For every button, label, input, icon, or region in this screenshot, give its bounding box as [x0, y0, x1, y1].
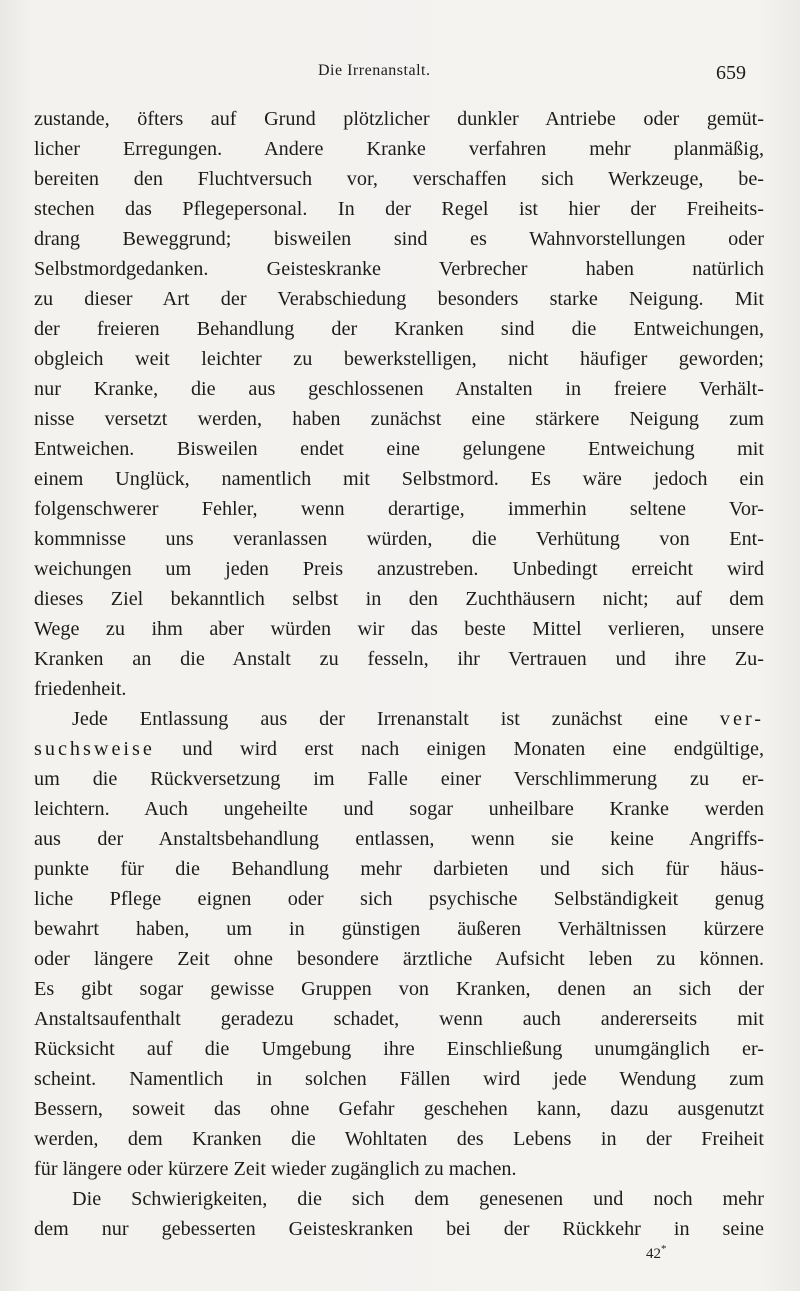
- text-line: dem nur gebesserten Geisteskranken bei der Rückkehr in seine: [34, 1218, 764, 1240]
- text-span: Jede Entlassung aus der Irrenanstalt ist zunächst eine: [72, 708, 688, 730]
- text-line: für längere oder kürzere Zeit wieder zugänglich zu machen.: [34, 1158, 517, 1180]
- paragraph-start-line: Die Schwierigkeiten, die sich dem genesenen und noch mehr: [72, 1188, 764, 1210]
- text-line: bereiten den Fluchtversuch vor, verschaffen sich Werkzeuge, be-: [34, 168, 764, 190]
- page-number: 659: [716, 62, 746, 84]
- text-line: werden, dem Kranken die Wohltaten des Lebens in der Freiheit: [34, 1128, 764, 1150]
- running-title: Die Irrenanstalt.: [318, 62, 431, 79]
- text-line: nur Kranke, die aus geschlossenen Anstalten in freiere Verhält-: [34, 378, 764, 400]
- text-line: aus der Anstaltsbehandlung entlassen, wenn sie keine Angriffs-: [34, 828, 764, 850]
- text-line: einem Unglück, namentlich mit Selbstmord. Es wäre jedoch ein: [34, 468, 764, 490]
- signature-number: 42: [646, 1246, 661, 1262]
- text-line: liche Pflege eignen oder sich psychische Selbständigkeit genug: [34, 888, 764, 910]
- text-line: Wege zu ihm aber würden wir das beste Mittel verlieren, unsere: [34, 618, 764, 640]
- text-span: und wird erst nach einigen Monaten eine endgültige,: [182, 738, 765, 760]
- text-line: scheint. Namentlich in solchen Fällen wird jede Wendung zum: [34, 1068, 764, 1090]
- text-line: folgenschwerer Fehler, wenn derartige, immerhin seltene Vor-: [34, 498, 764, 520]
- text-line: Anstaltsaufenthalt geradezu schadet, wenn auch andererseits mit: [34, 1008, 764, 1030]
- text-line: Es gibt sogar gewisse Gruppen von Kranken, denen an sich der: [34, 978, 764, 1000]
- signature-asterisk: *: [661, 1243, 667, 1255]
- text-line: Selbstmordgedanken. Geisteskranke Verbrecher haben natürlich: [34, 258, 764, 280]
- text-line: punkte für die Behandlung mehr darbieten und sich für häus-: [34, 858, 764, 880]
- body-text: [34, 104, 764, 1244]
- text-line: leichtern. Auch ungeheilte und sogar unheilbare Kranke werden: [34, 798, 764, 820]
- text-line: kommnisse uns veranlassen würden, die Verhütung von Ent-: [34, 528, 764, 550]
- emphasized-text: suchsweise: [34, 738, 155, 760]
- text-line: [34, 734, 764, 764]
- text-line: Bessern, soweit das ohne Gefahr geschehen kann, dazu ausgenutzt: [34, 1098, 764, 1120]
- text-line: obgleich weit leichter zu bewerkstelligen, nicht häufiger geworden;: [34, 348, 764, 370]
- text-line: der freieren Behandlung der Kranken sind die Entweichungen,: [34, 318, 764, 340]
- running-head: [0, 60, 800, 90]
- paragraph-start-line: [34, 704, 764, 734]
- text-line: dieses Ziel bekanntlich selbst in den Zuchthäusern nicht; auf dem: [34, 588, 764, 610]
- text-line: oder längere Zeit ohne besondere ärztliche Aufsicht leben zu können.: [34, 948, 764, 970]
- text-line: stechen das Pflegepersonal. In der Regel ist hier der Freiheits-: [34, 198, 764, 220]
- text-line: drang Beweggrund; bisweilen sind es Wahnvorstellungen oder: [34, 228, 764, 250]
- text-line: Rücksicht auf die Umgebung ihre Einschließung unumgänglich er-: [34, 1038, 764, 1060]
- text-line: Entweichen. Bisweilen endet eine gelungene Entweichung mit: [34, 438, 764, 460]
- text-line: Kranken an die Anstalt zu fesseln, ihr Vertrauen und ihre Zu-: [34, 648, 764, 670]
- signature-mark: [646, 1243, 667, 1263]
- text-line: zu dieser Art der Verabschiedung besonders starke Neigung. Mit: [34, 288, 764, 310]
- text-line: weichungen um jeden Preis anzustreben. Unbedingt erreicht wird: [34, 558, 764, 580]
- text-line: friedenheit.: [34, 678, 127, 700]
- text-line: licher Erregungen. Andere Kranke verfahren mehr planmäßig,: [34, 138, 764, 160]
- text-line: um die Rückversetzung im Falle einer Verschlimmerung zu er-: [34, 768, 764, 790]
- emphasized-text: ver-: [719, 708, 764, 730]
- text-line: bewahrt haben, um in günstigen äußeren Verhältnissen kürzere: [34, 918, 764, 940]
- text-line: zustande, öfters auf Grund plötzlicher dunkler Antriebe oder gemüt-: [34, 108, 764, 130]
- text-line: nisse versetzt werden, haben zunächst eine stärkere Neigung zum: [34, 408, 764, 430]
